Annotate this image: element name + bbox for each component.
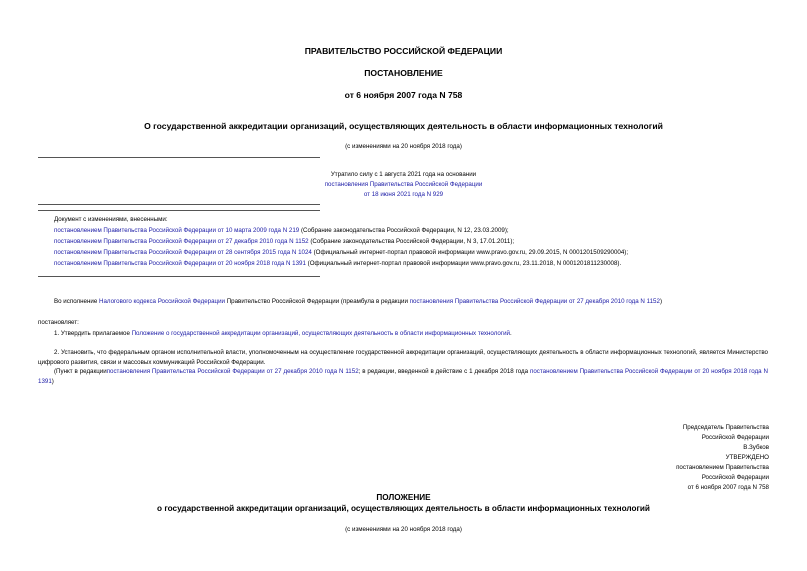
preamble-text: ) — [659, 298, 662, 305]
amendment-source: (Официальный интернет-портал правовой информации www.pravo.gov.ru, 23.11.2018, N 0001201811230008). — [305, 260, 622, 267]
item-2-note-text: ) — [51, 377, 54, 385]
government-heading: ПРАВИТЕЛЬСТВО РОССИЙСКОЙ ФЕДЕРАЦИИ — [304, 46, 503, 56]
regulation-changes-note: (с изменениями на 20 ноября 2018 года) — [345, 526, 462, 533]
amendment-item — [54, 226, 509, 235]
amendment-item — [54, 248, 628, 257]
approved-by: постановлением Правительства — [676, 464, 769, 471]
void-notice-link-date[interactable]: от 18 июня 2021 года N 929 — [363, 191, 444, 198]
divider — [38, 204, 320, 205]
regulation-link[interactable]: Положение о государственной аккредитации организаций, осуществляющих деятельность в области информационных технологий — [131, 330, 511, 337]
preamble-text: Правительство Российской Федерации (преамбула в редакции — [224, 298, 410, 305]
tax-code-link[interactable]: Налогового кодекса Российской Федерации — [99, 298, 225, 305]
item-2-note-text: (Пункт в редакции — [54, 368, 107, 375]
item-2-note-text: ; в редакции, введенной в действие с 1 декабря 2018 года — [358, 368, 530, 375]
document-title: О государственной аккредитации организаций, осуществляющих деятельность в области информационных технологий — [144, 121, 663, 131]
amendment-link[interactable]: постановлением Правительства Российской Федерации от 27 декабря 2010 года N 1152 — [54, 238, 309, 245]
void-notice-text: Утратило силу с 1 августа 2021 года на основании — [330, 171, 477, 178]
document-type-heading: ПОСТАНОВЛЕНИЕ — [364, 68, 443, 78]
signature-position-2: Российской Федерации — [701, 434, 769, 441]
amendment-source: (Официальный интернет-портал правовой информации www.pravo.gov.ru, 29.09.2015, N 0001201509290004); — [311, 249, 629, 256]
amendment-link[interactable]: постановлением Правительства Российской Федерации от 20 ноября 2018 года N 1391 — [54, 260, 306, 267]
amendment-source: (Собрание законодательства Российской Федерации, N 3, 17.01.2011); — [308, 238, 515, 245]
decrees-word: постановляет: — [38, 319, 79, 326]
void-notice-link[interactable]: постановления Правительства Российской Федерации — [324, 181, 483, 188]
item-2-text: 2. Установить, что федеральным органом исполнительной власти, уполномоченным на осуществление государственной аккредитации организаций, осуществляющих деятельность в области информационных технологий, является Министерство цифрового развития, связи и массовых коммуникаций Российской Федерации. — [38, 349, 768, 366]
amendments-intro: Документ с изменениями, внесенными: — [54, 216, 168, 223]
regulation-subtitle: о государственной аккредитации организаций, осуществляющих деятельность в области информационных технологий — [157, 504, 650, 513]
regulation-title: ПОЛОЖЕНИЕ — [376, 493, 431, 502]
amendment-source: (Собрание законодательства Российской Федерации, N 12, 23.03.2009); — [299, 227, 509, 234]
item-2-amendment-link[interactable]: постановления Правительства Российской Федерации от 27 декабря 2010 года N 1152 — [106, 368, 359, 375]
divider — [38, 210, 320, 211]
approved-label: УТВЕРЖДЕНО — [725, 454, 769, 461]
item-1 — [54, 329, 512, 338]
signature-name: В.Зубков — [743, 444, 769, 451]
signature-block — [683, 423, 769, 453]
preamble-text: Во исполнение — [54, 298, 99, 305]
item-2-amendment-link-2018[interactable]: постановлением Правительства Российской Федерации от 20 ноября 2018 года N 1391 — [38, 368, 768, 385]
amendment-link[interactable]: постановлением Правительства Российской Федерации от 10 марта 2009 года N 219 — [54, 227, 300, 234]
changes-note: (с изменениями на 20 ноября 2018 года) — [345, 143, 462, 150]
amendment-item — [54, 237, 514, 246]
preamble — [54, 297, 662, 306]
amendment-link[interactable]: постановлением Правительства Российской Федерации от 28 сентября 2015 года N 1024 — [54, 249, 312, 256]
approved-date: от 6 ноября 2007 года N 758 — [687, 484, 769, 491]
signature-position: Председатель Правительства — [682, 424, 769, 431]
divider — [38, 276, 320, 277]
item-2-note — [38, 367, 768, 386]
divider — [38, 157, 320, 158]
item-1-text: 1. Утвердить прилагаемое — [54, 330, 132, 337]
approved-by-2: Российской Федерации — [701, 474, 769, 481]
document-date-number: от 6 ноября 2007 года N 758 — [344, 90, 463, 100]
amendment-item — [54, 259, 621, 268]
preamble-amendment-link[interactable]: постановления Правительства Российской Федерации от 27 декабря 2010 года N 1152 — [409, 298, 660, 305]
item-1-text: . — [510, 330, 512, 337]
approval-block — [676, 453, 769, 493]
